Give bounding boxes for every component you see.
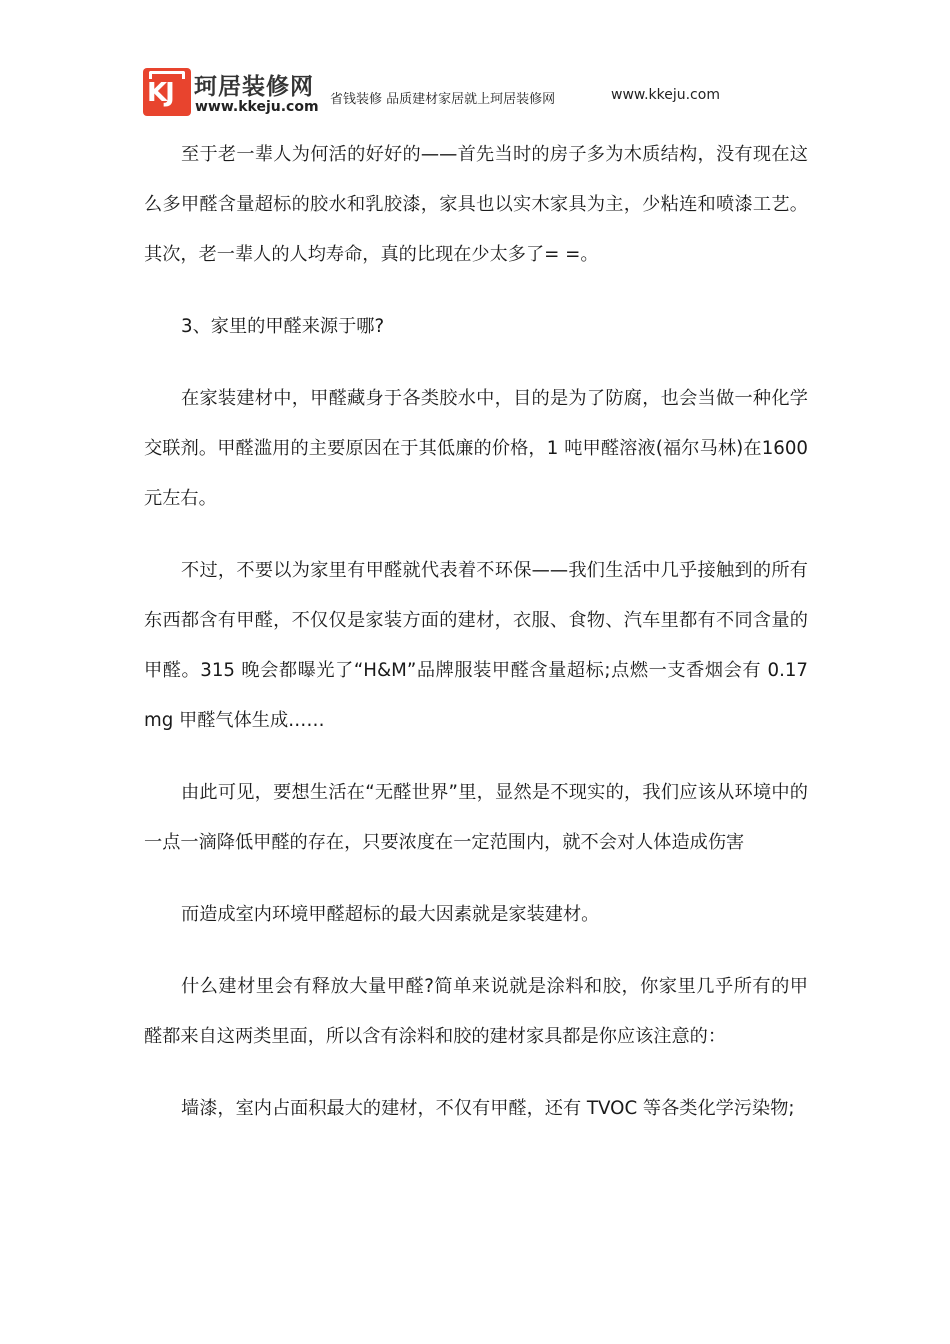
kkeju-logo-icon <box>143 68 191 116</box>
logo-text: KJ <box>147 78 173 108</box>
paragraph-everyday-exposure: 不过，不要以为家里有甲醛就代表着不环保——我们生活中几乎接触到的所有东西都含有甲醛，不仅仅是家装方面的建材，衣服、食物、汽车里都有不同含量的甲醛。315 晚会都曝光了“H&M”品牌服装甲醛含量超标;点燃一支香烟会有 0.17mg 甲醛气体生成…… <box>144 560 808 731</box>
header-slogan: 省钱装修 品质建材家居就上珂居装修网 <box>330 92 556 107</box>
section-heading-formaldehyde-source: 3、家里的甲醛来源于哪? <box>181 316 385 337</box>
paragraph-formaldehyde-free-world: 由此可见，要想生活在“无醛世界”里，显然是不现实的，我们应该从环境中的一点一滴降低甲醛的存在，只要浓度在一定范围内，就不会对人体造成伤害 <box>144 782 808 853</box>
paragraph-glue-source: 在家装建材中，甲醛藏身于各类胶水中，目的是为了防腐，也会当做一种化学交联剂。甲醛滥用的主要原因在于其低廉的价格，1 吨甲醛溶液(福尔马林)在1600 元左右。 <box>144 388 808 509</box>
page-header <box>143 68 843 120</box>
paragraph-main-factor: 而造成室内环境甲醛超标的最大因素就是家装建材。 <box>181 904 600 925</box>
brand-name: 珂居装修网 <box>194 74 314 100</box>
paragraph-wall-paint: 墙漆，室内占面积最大的建材，不仅有甲醛，还有 TVOC 等各类化学污染物; <box>181 1098 795 1119</box>
brand-url: www.kkeju.com <box>195 99 319 115</box>
header-site-url: www.kkeju.com <box>611 87 720 103</box>
paragraph-elderly-houses: 至于老一辈人为何活的好好的——首先当时的房子多为木质结构，没有现在这么多甲醛含量超标的胶水和乳胶漆，家具也以实木家具为主，少粘连和喷漆工艺。其次，老一辈人的人均寿命，真的比现在少太多了= =。 <box>144 144 808 265</box>
paragraph-paint-and-glue: 什么建材里会有释放大量甲醛?简单来说就是涂料和胶，你家里几乎所有的甲醛都来自这两类里面，所以含有涂料和胶的建材家具都是你应该注意的： <box>144 976 808 1047</box>
article-body <box>144 130 808 1156</box>
